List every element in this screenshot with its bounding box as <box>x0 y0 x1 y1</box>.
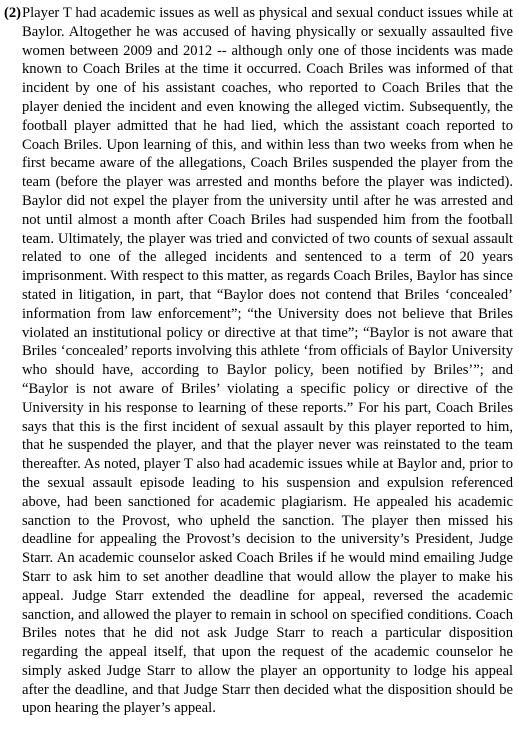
paragraph-number: (2) <box>4 5 22 21</box>
numbered-paragraph <box>4 4 513 718</box>
paragraph-text: Player T had academic issues as well as physical and sexual conduct issues while at Baylor. Altogether he was accused of having physically or sexually assaulted five women between 2009 and 2012 -- although only one of those incidents was made known to Coach Briles at the time it occurred. Coach Briles was informed of that incident by one of his assistant coaches, who reported to Coach Briles that the player denied the incident and even knowing the alleged victim. Subsequently, the football player admitted that he had lied, which the assistant coach reported to Coach Briles. Upon learning of this, and within less than two weeks from when he first became aware of the allegations, Coach Briles suspended the player from the team (before the player was arrested and months before the player was indicted). Baylor did not expel the player from the university until after he was arrested and not until almost a month after Coach Briles had suspended him from the football team. Ultimately, the player was tried and convicted of two counts of sexual assault related to one of the alleged incidents and sentenced to a term of 20 years imprisonment. With respect to this matter, as regards Coach Briles, Baylor has since stated in litigation, in part, that “Baylor does not contend that Briles ‘concealed’ information from law enforcement”; “the University does not believe that Briles violated an institutional policy or directive at that time”; “Baylor is not aware that Briles ‘concealed’ reports involving this athlete ‘from officials of Baylor University who should have, according to Baylor policy, been notified by Briles’”; and “Baylor is not aware of Briles’ violating a specific policy or directive of the University in his response to learning of these reports.” For his part, Coach Briles says that this is the first incident of sexual assault by this player reported to him, that he suspended the player, and that the player never was reinstated to the team thereafter. As noted, player T also had academic issues while at Baylor and, prior to the sexual assault episode leading to his suspension and expulsion referenced above, had been sanctioned for academic plagiarism. He appealed his academic sanction to the Provost, who upheld the sanction. The player then missed his deadline for appealing the Provost’s decision to the university’s President, Judge Starr. An academic counselor asked Coach Briles if he would mind emailing Judge Starr to ask him to set another deadline that would allow the player to make his appeal. Judge Starr extended the deadline for appeal, reversed the academic sanction, and allowed the player to remain in school on specified conditions. Coach Briles notes that he did not ask Judge Starr to reach a particular disposition regarding the appeal itself, that upon the request of the academic counselor he simply asked Judge Starr to allow the player an opportunity to lodge his appeal after the deadline, and that Judge Starr then decided what the disposition should be upon hearing the player’s appeal. <box>22 5 513 717</box>
